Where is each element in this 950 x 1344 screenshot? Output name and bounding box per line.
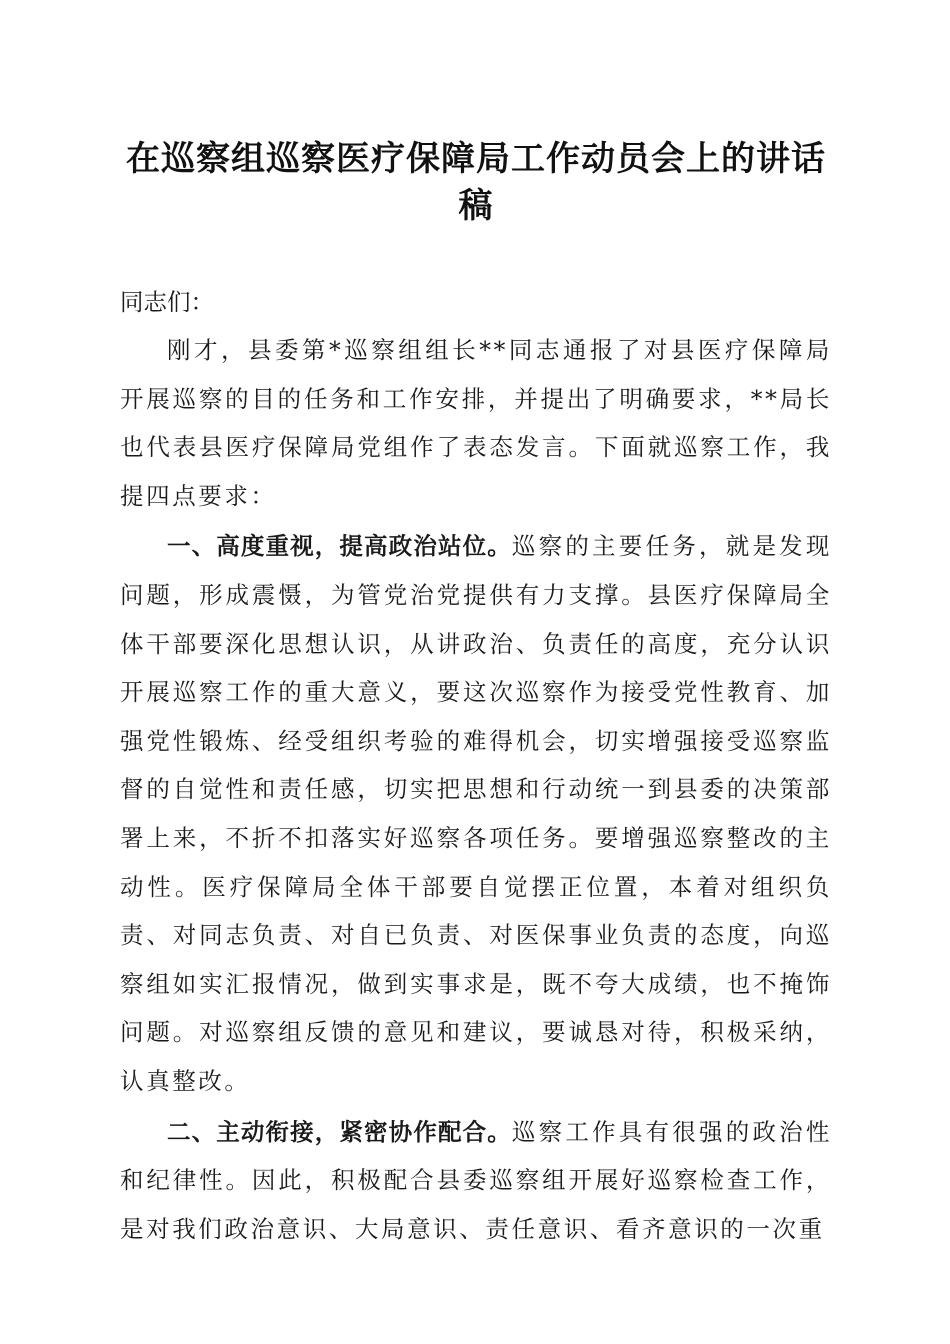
document-page — [120, 0, 832, 1253]
section-2-paragraph — [120, 1108, 832, 1254]
salutation: 同志们： — [120, 288, 214, 316]
section-1-body: 巡察的主要任务，就是发现问题，形成震慑，为管党治党提供有力支撑。县医疗保障局全体干部要深化思想认识，从讲政治、负责任的高度，充分认识开展巡察工作的重大意义，要这次巡察作为接受党性教育、加强党性锻炼、经受组织考验的难得机会，切实增强接受巡察监督的自觉性和责任感，切实把思想和行动统一到县委的决策部署上来，不折不扣落实好巡察各项任务。要增强巡察整改的主动性。医疗保障局全体干部要自觉摆正位置，本着对组织负责、对同志负责、对自已负责、对医保事业负责的态度，向巡察组如实汇报情况，做到实事求是，既不夸大成绩，也不掩饰问题。对巡察组反馈的意见和建议，要诚恳对待，积极采纳，认真整改。 — [120, 532, 833, 1095]
intro-paragraph: 刚才，县委第*巡察组组长**同志通报了对县医疗保障局开展巡察的目的任务和工作安排，并提出了明确要求，**局长也代表县医疗保障局党组作了表态发言。下面就巡察工作，我提四点要求： — [120, 336, 832, 510]
section-2-heading: 二、主动衔接，紧密协作配合。 — [167, 1117, 512, 1146]
section-2-body: 巡察工作具有很强的政治性和纪律性。因此，积极配合县委巡察组开展好巡察检查工作，是对我们政治意识、大局意识、责任意识、看齐意识的一次重 — [120, 1117, 833, 1243]
document-title: 在巡察组巡察医疗保障局工作动员会上的讲话稿 — [126, 139, 826, 226]
section-1-paragraph — [120, 522, 832, 1105]
section-1-heading: 一、高度重视，提高政治站位。 — [167, 532, 512, 561]
